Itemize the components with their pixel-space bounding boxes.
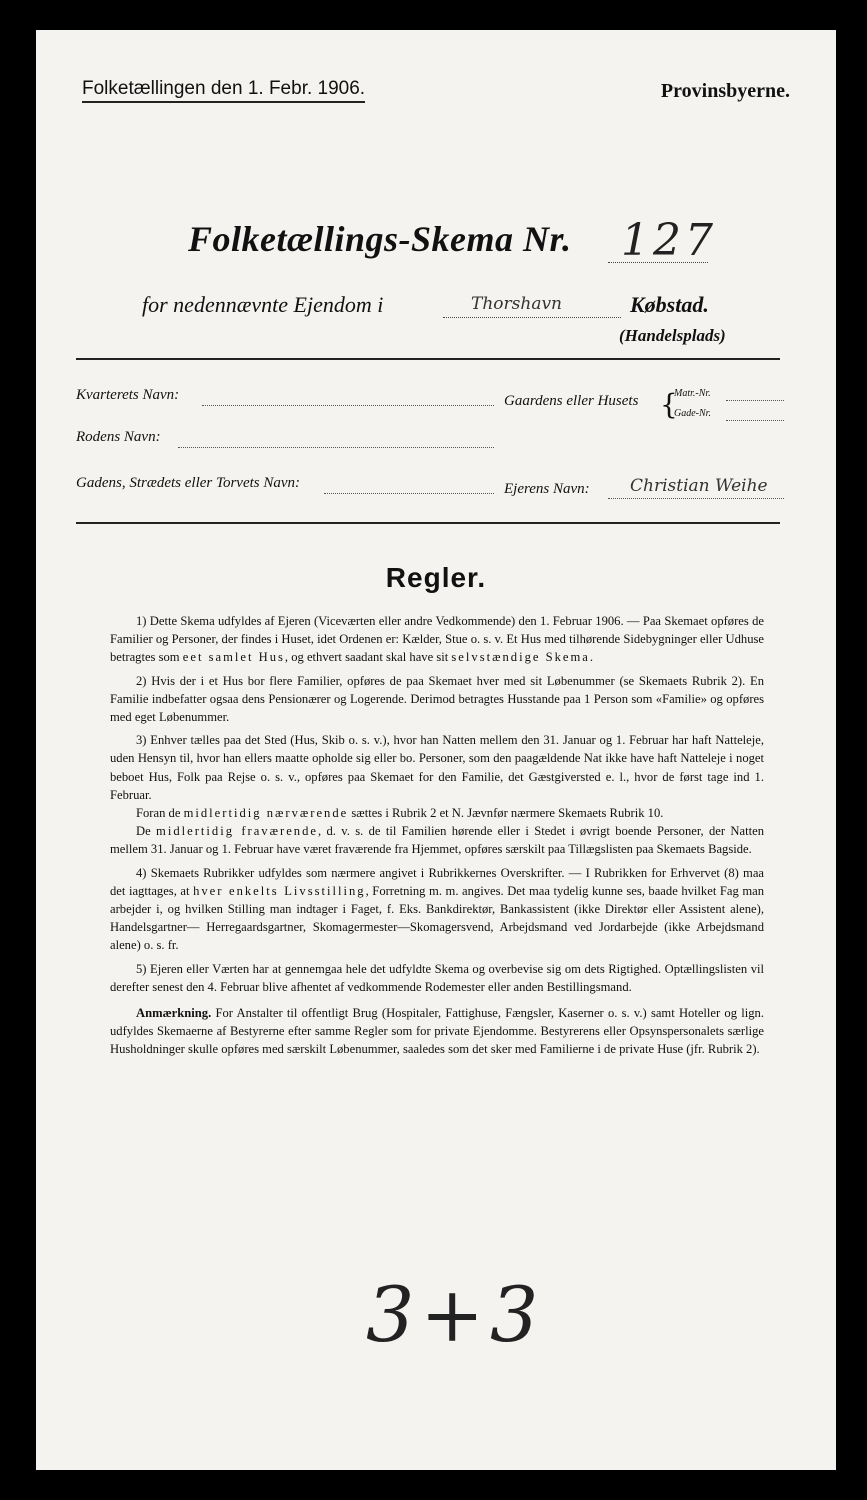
rules-text <box>110 612 764 1064</box>
rule-3b: Foran de midlertidig nærværende sættes i Rubrik 2 et N. Jævnfør nærmere Skemaets Rubrik 10. <box>136 806 664 821</box>
gade-line <box>324 493 494 494</box>
town-handwritten: Thorshavn <box>471 294 563 314</box>
matr-line <box>726 400 784 401</box>
gade-nr-label: Gade-Nr. <box>674 408 711 419</box>
rode-line <box>178 447 494 448</box>
rule-4: 4) Skemaets Rubrikker udfyldes som nærmere angivet i Rubrikkernes Overskrifter. — I Rubrikken for Erhvervet (8) maa det iagttages, at hver enkelts Livsstilling, Forretning m. m. angives. Det maa tydelig kunne ses, baade hvilket Fag man arbejder i, og hvilken Stilling man indtager i Faget, f. Eks. Bankdirektør, Bankassistent (ikke Direktør eller Assistent alene), Handelsgartner— Herregaardsgartner, Skomagermester—Skomagersvend, Arbejdsmand ved Jordarbejde (ikke Arbejdsmand alene) o. s. fr. <box>110 865 764 953</box>
rules-heading: Regler. <box>385 562 487 593</box>
remark: Anmærkning. For Anstalter til offentligt Brug (Hospitaler, Fattighuse, Fængsler, Kaserner o. s. v.) samt Hoteller og lign. udfyldes Skemaerne af Bestyrerne efter samme Regler som for private Ejendomme. Bestyrerens eller Opsynspersonalets særlige Husholdninger skulle opføres med særskilt Løbenummer, saaledes som det sker med Familierne i de private Huse (jfr. Rubrik 2). <box>110 1006 764 1057</box>
divider-top <box>76 358 780 360</box>
matr-label: Matr.-Nr. <box>674 388 711 399</box>
divider-bottom <box>76 522 780 524</box>
rule-2: 2) Hvis der i et Hus bor flere Familier, opføres de paa Skemaet hver med sit Løbenummer (se Skemaets Rubrik 2). En Familie indbefatter ogsaa dens Pensionærer og Logerende. Derimod betragtes Husstande paa 1 Person som «Familie» og opføres med eget Løbenummer. <box>110 673 764 725</box>
region-header: Provinsbyerne. <box>660 80 790 102</box>
gade-label: Gadens, Strædets eller Torvets Navn: <box>76 475 301 491</box>
property-prefix: for nedennævnte Ejendom i <box>142 292 384 317</box>
gade-nr-line <box>726 420 784 421</box>
owner-handwritten: Christian Weihe <box>630 476 768 496</box>
rode-label: Rodens Navn: <box>76 429 161 445</box>
ejer-label: Ejerens Navn: <box>504 481 590 497</box>
gaard-label: Gaardens eller Husets <box>504 393 639 409</box>
kobstad-label: Købstad. <box>630 292 709 317</box>
rule-1: 1) Dette Skema udfyldes af Ejeren (Viceværten eller andre Vedkommende) den 1. Februar 1906. — Paa Skemaet opføres de Familier og Personer, der findes i Huset, idet Ordenen er: Kælder, Stue o. s. v. Et Hus med tilhørende Sidebygninger eller Udhuse betragtes som eet samlet Hus, og ethvert saadant skal have sit selvstændige Skema. <box>110 614 764 665</box>
rule-3c: De midlertidig fraværende, d. v. s. de til Familien hørende eller i Stedet i øvrigt boende Personer, der Natten mellem 31. Januar og 1. Februar have været fraværende fra Hjemmet, opføres særskilt paa Tillægslisten paa Skemaets Bagside. <box>110 824 764 857</box>
rule-5: 5) Ejeren eller Værten har at gennemgaa hele det udfyldte Skema og overbevise sig om dets Rigtighed. Optællingslisten vil derefter senest den 4. Februar blive afhentet af vedkommende Rodemester eller anden Bestillingsmand. <box>110 961 764 994</box>
handwritten-sum: 3+3 <box>366 1270 545 1359</box>
town-line <box>443 317 621 318</box>
form-title: Folketællings-Skema Nr. <box>188 219 572 259</box>
kvarter-line <box>202 405 494 406</box>
kvarter-label: Kvarterets Navn: <box>76 387 180 403</box>
ejer-line <box>608 498 784 499</box>
rule-3: 3) Enhver tælles paa det Sted (Hus, Skib o. s. v.), hvor han Natten mellem den 31. Januar og 1. Februar har haft Natteleje, uden Hensyn til, hvor han ellers maatte opholde sig eller bo. Personer, som den paagældende Nat ikke have haft Natteleje i noget beboet Hus, Folk paa Rejse o. s. v., opføres paa Skemaet for den Familie, det Gæstgiversted e. l., hvor de først tage ind 1. Februar. <box>110 733 764 802</box>
census-date-header: Folketællingen den 1. Febr. 1906. <box>82 78 365 103</box>
brace-icon: { <box>660 388 678 421</box>
census-form <box>36 30 836 1470</box>
form-number-handwritten: 127 <box>621 215 717 266</box>
handelsplads-label: (Handelsplads) <box>619 326 726 345</box>
